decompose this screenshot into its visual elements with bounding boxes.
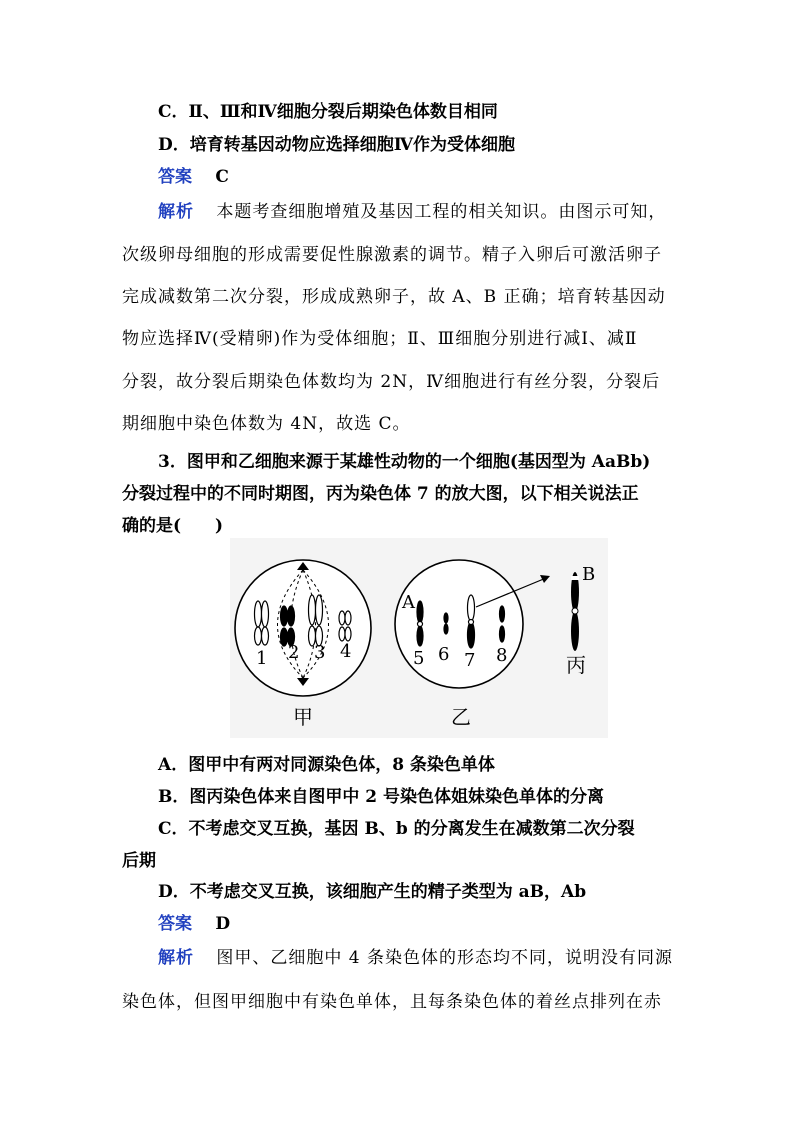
q3-stem-line-1: 3．图甲和乙细胞来源于某雄性动物的一个细胞(基因型为 AaBb) (158, 452, 651, 472)
q3-analysis-line-2: 染色体，但图甲细胞中有染色单体，且每条染色体的着丝点排列在赤 (122, 992, 662, 1012)
q2-analysis-line-5: 分裂，故分裂后期染色体数均为 2N，Ⅳ细胞进行有丝分裂，分裂后 (122, 372, 661, 392)
q3-stem-line-3: 确的是( ) (122, 516, 224, 536)
q3-stem-line-2: 分裂过程中的不同时期图，丙为染色体 7 的放大图，以下相关说法正 (122, 484, 639, 504)
answer-value: D (215, 914, 231, 934)
chromosome-number-1: 1 (256, 648, 268, 669)
q2-analysis-line-2: 次级卵母细胞的形成需要促性腺激素的调节。精子入卵后可激活卵子 (122, 245, 662, 265)
analysis-label: 解析 (158, 948, 194, 968)
label-jia: 甲 (293, 705, 313, 729)
q2-analysis-line-4: 物应选择Ⅳ(受精卵)作为受体细胞；Ⅱ、Ⅲ细胞分别进行减Ⅰ、减Ⅱ (122, 329, 638, 349)
cell-jia-membrane (235, 560, 371, 696)
q3-option-c-line-2: 后期 (122, 851, 156, 871)
analysis-text: 本题考查细胞增殖及基因工程的相关知识。由图示可知， (216, 202, 667, 222)
q3-option-d: D．不考虑交叉互换，该细胞产生的精子类型为 aB，Ab (158, 882, 587, 902)
q2-analysis-line-6: 期细胞中染色体数为 4N，故选 C。 (122, 414, 411, 434)
q3-option-c-line-1: C．不考虑交叉互换，基因 B、b 的分离发生在减数第二次分裂 (158, 819, 635, 839)
chromosome-number-6: 6 (438, 644, 450, 665)
answer-label: 答案 (158, 167, 192, 187)
label-yi: 乙 (451, 705, 471, 729)
q3-answer (158, 909, 230, 934)
gene-label-a: A (402, 592, 415, 613)
chromosome-number-7: 7 (464, 650, 476, 671)
analysis-label: 解析 (158, 202, 194, 222)
q3-option-a: A．图甲中有两对同源染色体，8 条染色单体 (158, 755, 495, 775)
q3-analysis-line-1 (158, 943, 673, 968)
answer-value: C (215, 167, 229, 187)
answer-label: 答案 (158, 914, 192, 934)
chromosome-7 (468, 595, 475, 648)
q3-option-b: B．图丙染色体来自图甲中 2 号染色体姐妹染色单体的分离 (158, 787, 605, 807)
q2-answer (158, 162, 229, 187)
chromosome-number-3: 3 (314, 642, 326, 663)
q2-analysis-line-1 (158, 197, 666, 222)
q2-option-d: D．培育转基因动物应选择细胞Ⅳ作为受体细胞 (158, 135, 516, 155)
label-bing: 丙 (566, 653, 586, 677)
cell-division-figure (230, 538, 608, 738)
analysis-text: 图甲、乙细胞中 4 条染色体的形态均不同，说明没有同源 (216, 948, 674, 968)
q2-option-c: C．Ⅱ、Ⅲ和Ⅳ细胞分裂后期染色体数目相同 (158, 102, 498, 122)
chromosome-number-8: 8 (496, 645, 508, 666)
chromosome-5 (417, 601, 423, 646)
gene-label-b: B (582, 564, 596, 585)
chromosome-number-4: 4 (340, 641, 352, 662)
q2-analysis-line-3: 完成减数第二次分裂，形成成熟卵子，故 A、B 正确；培育转基因动 (122, 287, 666, 307)
chromosome-number-2: 2 (288, 642, 300, 663)
chromosome-number-5: 5 (413, 648, 425, 669)
